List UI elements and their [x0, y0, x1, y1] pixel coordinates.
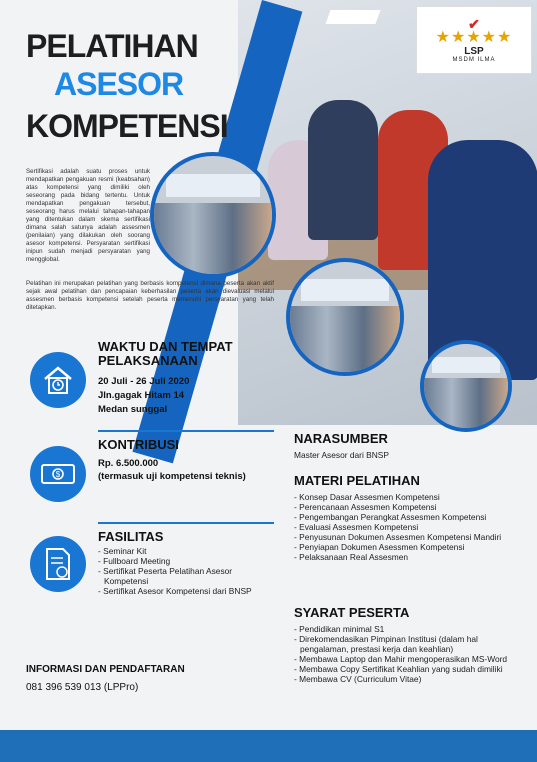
house-clock-icon: [30, 352, 86, 408]
classroom-photo-circle: [286, 258, 404, 376]
fasilitas-heading: FASILITAS: [98, 529, 164, 544]
certificate-document-icon: [30, 536, 86, 592]
narasumber-heading: NARASUMBER: [294, 431, 388, 446]
footer-bar: [0, 730, 537, 762]
materi-heading: MATERI PELATIHAN: [294, 473, 420, 488]
kontribusi-heading: KONTRIBUSI: [98, 437, 179, 452]
kontribusi-amount: Rp. 6.500.000: [98, 458, 159, 469]
title-line-1: PELATIHAN: [26, 28, 198, 64]
money-bill-icon: [30, 446, 86, 502]
syarat-heading: SYARAT PESERTA: [294, 605, 410, 620]
list-item: - Penyiapan Dokumen Asessmen Kompetensi: [294, 542, 520, 552]
list-item: - Membawa Laptop dan Mahir mengoperasikan MS-Word: [294, 654, 520, 664]
waktu-address-2: Medan sunggal: [98, 404, 168, 415]
list-item: - Perencanaan Assesmen Kompetensi: [294, 502, 520, 512]
logo-lsp-text: LSP: [464, 45, 484, 57]
waktu-heading-1: WAKTU DAN TEMPAT: [98, 339, 233, 354]
fasilitas-list: [98, 546, 274, 596]
info-heading: INFORMASI DAN PENDAFTARAN: [26, 664, 185, 675]
syarat-list: [294, 624, 520, 684]
intro-paragraph-2: Pelatihan ini merupakan pelatihan yang berbasis kompetensi dimana peserta akan aktif sejak awal pelatihan dan pencapaian keberhasilan peserta akan dievaluasi melalui assesmen berbasis kompetensi setelah peserta memenuhi persyaratan yang telah ditetapkan.: [26, 280, 274, 311]
list-item: - Seminar Kit: [98, 546, 274, 556]
list-item: - Pendidikan minimal S1: [294, 624, 520, 634]
intro-paragraph-1: Sertifikasi adalah suatu proses untuk mendapatkan pengakuan resmi (keabsahan) atas kompetensi yang dimiliki oleh seseorang pada bidang tertentu. Untuk mendapatkan pengakuan tersebut, seseorang harus melalui tahapan-tahapan yang ditentukan dalam skema sertifikasi dimana salah satunya adalah assesmen (penilaian) yang dilakukan oleh soorang asesor kompetensi. Persyaratan sertifikasi inipun sudah menjadi persyaratan yang mengglobal.: [26, 168, 150, 263]
list-item: - Evaluasi Assesmen Kompetensi: [294, 522, 520, 532]
stars-icon: ★★★★★: [435, 28, 513, 46]
group-photo-circle: [150, 152, 276, 278]
info-phone[interactable]: 081 396 539 013 (LPPro): [26, 682, 139, 693]
list-item: - Pengembangan Perangkat Assesmen Kompetensi: [294, 512, 520, 522]
waktu-address-1: Jln.gagak Hitam 14: [98, 390, 185, 401]
list-item: - Fullboard Meeting: [98, 556, 274, 566]
list-item: - Membawa Copy Sertifikat Keahlian yang sudah dimiliki: [294, 664, 520, 674]
kontribusi-rule: [98, 430, 274, 432]
list-item: - Sertifikat Peserta Pelatihan Asesor Kompetensi: [98, 566, 274, 586]
list-item: - Pelaksanaan Real Assesmen: [294, 552, 520, 562]
title-line-3: KOMPETENSI: [26, 108, 228, 144]
lsp-logo: [416, 6, 532, 74]
list-item: - Membawa CV (Curriculum Vitae): [294, 674, 520, 684]
waktu-date: 20 Juli - 26 Juli 2020: [98, 376, 190, 387]
list-item: - Penyusunan Dokumen Assesmen Kompetensi Mandiri: [294, 532, 520, 542]
list-item: - Sertifikat Asesor Kompetensi dari BNSP: [98, 586, 274, 596]
materi-list: [294, 492, 520, 562]
fasilitas-rule: [98, 522, 274, 524]
waktu-heading-2: PELAKSANAAN: [98, 353, 198, 368]
list-item: - Konsep Dasar Assesmen Kompetensi: [294, 492, 520, 502]
title-line-2: ASESOR: [54, 66, 184, 102]
kontribusi-note: (termasuk uji kompetensi teknis): [98, 471, 246, 482]
check-mark-icon: ✔: [468, 15, 480, 32]
list-item: - Direkomendasikan Pimpinan Institusi (dalam hal pengalaman, prestasi kerja dan keahlian): [294, 634, 520, 654]
svg-text:$: $: [55, 470, 61, 479]
training-photo-circle: [420, 340, 512, 432]
logo-subtitle: MSDM ILMA: [452, 56, 496, 63]
narasumber-text: Master Asesor dari BNSP: [294, 450, 389, 460]
